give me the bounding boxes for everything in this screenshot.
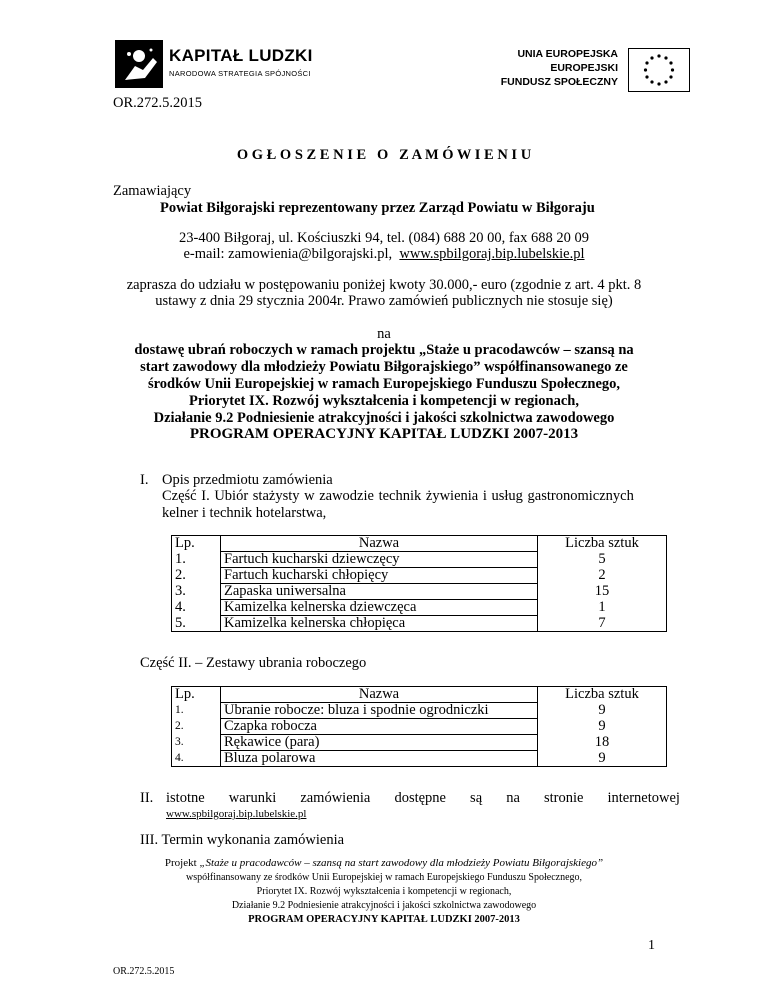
cell-lp: 1. (172, 552, 221, 568)
cell-name: Fartuch kucharski chłopięcy (221, 568, 538, 584)
s2-word: stronie (543, 790, 584, 806)
cell-qty: 2 (538, 568, 667, 584)
invitation-line-1: zaprasza do udziału w postępowaniu poniżej kwoty 30.000,- euro (zgodnie z art. 4 pkt. 8 (126, 277, 642, 293)
zamawiajacy-name: Powiat Biłgorajski reprezentowany przez Zarząd Powiatu w Biłgoraju (160, 200, 595, 216)
header-nazwa: Nazwa (221, 536, 538, 552)
document-reference: OR.272.5.2015 (113, 95, 203, 111)
table-row (172, 600, 667, 616)
subject-line-5: Działanie 9.2 Podniesienie atrakcyjności i jakości szkolnictwa zawodowego (153, 410, 615, 426)
section-2-link[interactable]: www.spbilgoraj.bip.lubelskie.pl (166, 808, 307, 820)
cell-lp: 4. (172, 600, 221, 616)
part-1-description-cont: kelner i technik hotelarstwa, (162, 505, 327, 521)
footer-project-prefix: Projekt (164, 857, 200, 869)
table-row (172, 751, 667, 767)
header-nazwa: Nazwa (221, 687, 538, 703)
table-row (172, 687, 667, 703)
footer-line-5: PROGRAM OPERACYJNY KAPITAŁ LUDZKI 2007-2013 (248, 914, 520, 925)
s2-word: warunki (228, 790, 277, 806)
footer-project-name: „Staże u pracodawców – szansą na start zawodowy dla młodzieży Powiatu Biłgorajskiego” (199, 857, 604, 869)
s2-word: istotne (166, 790, 205, 806)
ue-logo-line2: EUROPEJSKI (550, 62, 618, 74)
section-1-number: I. (140, 472, 149, 488)
cell-name: Kamizelka kelnerska dziewczęca (221, 600, 538, 616)
eu-flag-icon (628, 48, 690, 92)
s2-word: na (506, 790, 520, 806)
subject-line-3: środków Unii Europejskiej w ramach Europejskiego Funduszu Społecznego, (147, 376, 621, 392)
kapital-ludzki-subtitle: NARODOWA STRATEGIA SPÓJNOŚCI (169, 69, 311, 78)
table-row (172, 719, 667, 735)
ue-logo-line3: FUNDUSZ SPOŁECZNY (500, 76, 618, 88)
cell-name: Zapaska uniwersalna (221, 584, 538, 600)
kapital-ludzki-emblem-icon (115, 40, 165, 90)
table-row (172, 616, 667, 632)
subject-line-1: dostawę ubrań roboczych w ramach projektu „Staże u pracodawców – szansą na (134, 342, 634, 358)
kapital-ludzki-title: KAPITAŁ LUDZKI (169, 46, 313, 65)
zamawiajacy-label: Zamawiający (113, 183, 192, 199)
document-heading: O G Ł O S Z E N I E O Z A M Ó W I E N I U (236, 147, 532, 163)
ue-logo-line1: UNIA EUROPEJSKA (517, 48, 618, 60)
header-lp: Lp. (172, 687, 221, 703)
section-2-number: II. (140, 790, 154, 806)
na-word: na (377, 326, 391, 342)
section-1-title: Opis przedmiotu zamówienia (162, 472, 333, 488)
s2-word: zamówienia (300, 790, 371, 806)
cell-lp: 2. (172, 719, 221, 735)
table-row (172, 568, 667, 584)
items-table-part-2 (171, 686, 667, 767)
subject-line-6: PROGRAM OPERACYJNY KAPITAŁ LUDZKI 2007-2013 (189, 426, 579, 442)
table-row (172, 584, 667, 600)
cell-lp: 3. (172, 584, 221, 600)
part-2-title: Część II. – Zestawy ubrania roboczego (140, 655, 367, 671)
cell-lp: 2. (172, 568, 221, 584)
cell-name: Rękawice (para) (221, 735, 538, 751)
cell-qty: 5 (538, 552, 667, 568)
address-line: 23-400 Biłgoraj, ul. Kościuszki 94, tel. (084) 688 20 00, fax 688 20 09 (179, 230, 589, 246)
s2-word: internetowej (607, 790, 680, 806)
website-link[interactable]: www.spbilgoraj.bip.lubelskie.pl (399, 246, 585, 262)
cell-qty: 9 (538, 703, 667, 719)
table-row (172, 735, 667, 751)
cell-lp: 5. (172, 616, 221, 632)
footer-line-3: Priorytet IX. Rozwój wykształcenia i kompetencji w regionach, (256, 886, 512, 897)
cell-qty: 9 (538, 751, 667, 767)
cell-qty: 15 (538, 584, 667, 600)
cell-lp: 4. (172, 751, 221, 767)
email-text: e-mail: zamowienia@bilgorajski.pl, (183, 246, 393, 262)
cell-name: Ubranie robocze: bluza i spodnie ogrodniczki (221, 703, 538, 719)
table-row (172, 552, 667, 568)
section-2-text (166, 790, 680, 807)
invitation-line-2: ustawy z dnia 29 stycznia 2004r. Prawo zamówień publicznych nie stosuje się) (155, 293, 613, 309)
cell-name: Czapka robocza (221, 719, 538, 735)
cell-qty: 18 (538, 735, 667, 751)
subject-line-2: start zawodowy dla młodzieży Powiatu Biłgorajskiego” współfinansowanego ze (140, 359, 628, 375)
items-table-part-1 (171, 535, 667, 632)
footer-line-4: Działanie 9.2 Podniesienie atrakcyjności i jakości szkolnictwa zawodowego (231, 900, 537, 911)
table-row (172, 536, 667, 552)
header-liczba: Liczba sztuk (538, 536, 667, 552)
cell-name: Kamizelka kelnerska chłopięca (221, 616, 538, 632)
contact-line (0, 246, 768, 263)
header-lp: Lp. (172, 536, 221, 552)
cell-lp: 1. (172, 703, 221, 719)
s2-word: są (470, 790, 483, 806)
part-1-description: Część I. Ubiór stażysty w zawodzie technik żywienia i usług gastronomicznych (162, 488, 634, 504)
section-3-title: III. Termin wykonania zamówienia (140, 832, 345, 848)
s2-word: dostępne (394, 790, 446, 806)
cell-name: Bluza polarowa (221, 751, 538, 767)
page-number: 1 (648, 938, 655, 953)
cell-qty: 1 (538, 600, 667, 616)
cell-qty: 7 (538, 616, 667, 632)
footer-line-2: współfinansowany ze środków Unii Europejskiej w ramach Europejskiego Funduszu Społecznego, (185, 872, 583, 883)
cell-name: Fartuch kucharski dziewczęcy (221, 552, 538, 568)
subject-line-4: Priorytet IX. Rozwój wykształcenia i kompetencji w regionach, (189, 393, 579, 409)
cell-lp: 3. (172, 735, 221, 751)
cell-qty: 9 (538, 719, 667, 735)
bottom-reference: OR.272.5.2015 (113, 966, 175, 977)
ue-efs-logo (480, 48, 690, 92)
kapital-ludzki-logo (115, 40, 315, 90)
table-row (172, 703, 667, 719)
header-liczba: Liczba sztuk (538, 687, 667, 703)
footer-line-1 (0, 857, 768, 869)
